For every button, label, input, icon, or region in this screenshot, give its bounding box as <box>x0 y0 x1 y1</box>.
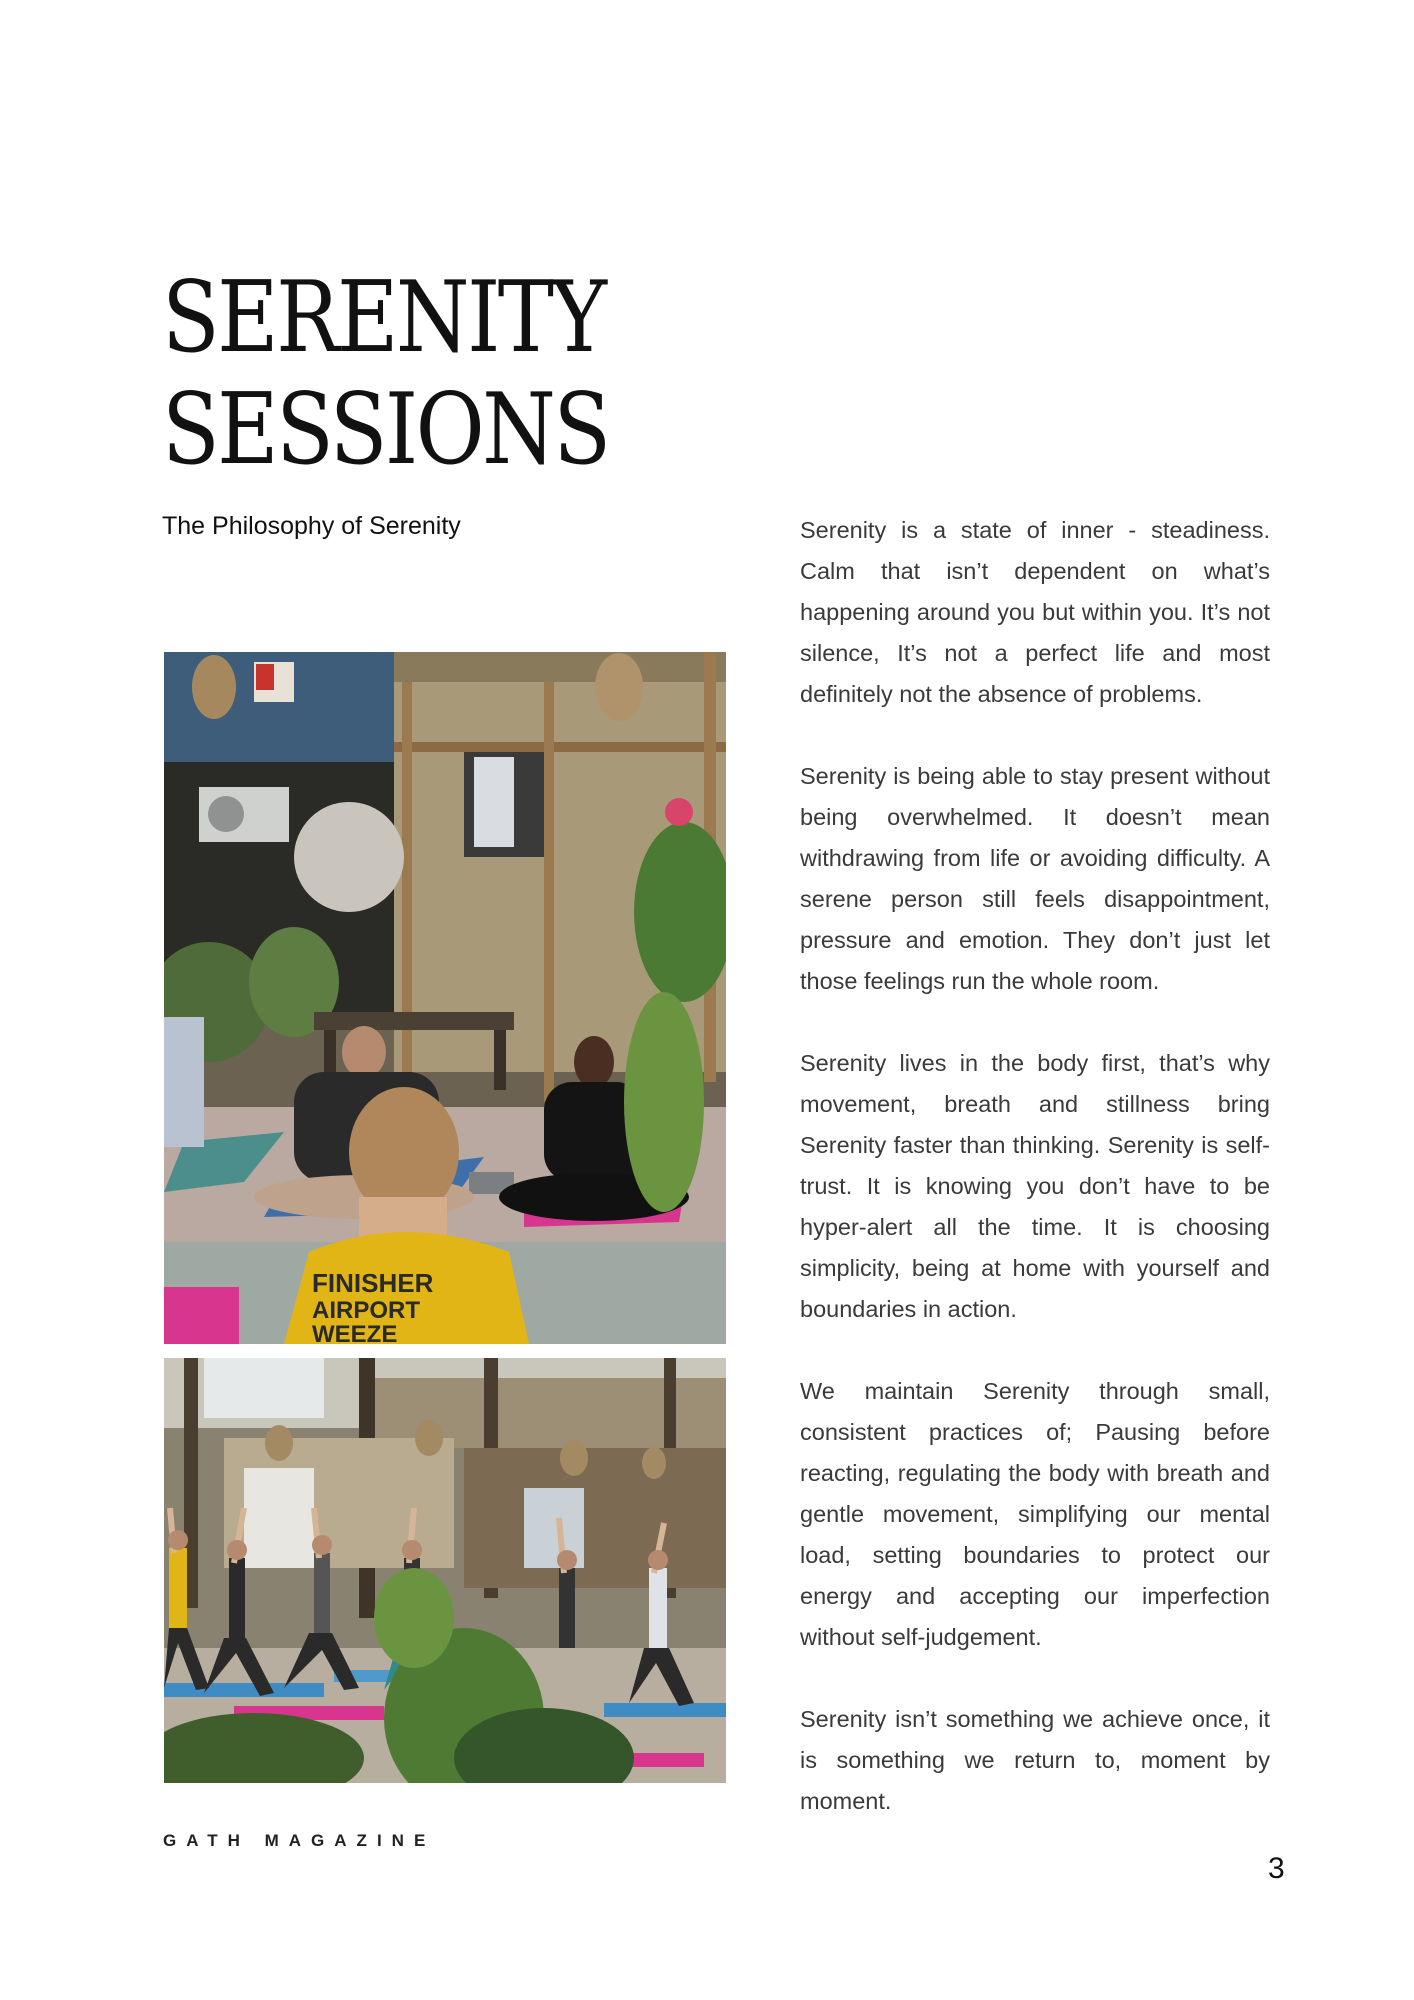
title-line-2: SESSIONS <box>162 373 609 487</box>
body-paragraph-1: Serenity is a state of inner - steadiness. Calm that isn’t dependent on what’s happening around you but within you. It’s not silence, It’s not a perfect life and most definitely not the absence of problems. <box>800 517 1270 707</box>
page-title <box>162 262 608 486</box>
shirt-text-3: WEEZE <box>312 1321 398 1344</box>
article-body <box>800 510 1270 1822</box>
photo-group-yoga-class <box>164 1358 726 1783</box>
body-paragraph-2: Serenity is being able to stay present without being overwhelmed. It doesn’t mean withdrawing from life or avoiding difficulty. A serene person still feels disappointment, pressure and emotion. They don’t just let those feelings run the whole room. <box>800 763 1270 994</box>
magazine-name: GATH MAGAZINE <box>163 1831 436 1850</box>
body-paragraph-5: Serenity isn’t something we achieve once, it is something we return to, moment by moment. <box>800 1706 1270 1814</box>
title-line-1: SERENITY <box>162 261 605 375</box>
photo-yoga-meditation-illustration <box>164 652 726 1344</box>
photo-group-yoga-illustration <box>164 1358 726 1783</box>
body-paragraph-3: Serenity lives in the body first, that’s why movement, breath and stillness bring Serenity faster than thinking. Serenity is self-trust. It is knowing you don’t have to be hyper-alert all the time. It is choosing simplicity, being at home with yourself and boundaries in action. <box>800 1050 1270 1322</box>
page-number: 3 <box>1268 1852 1285 1885</box>
body-paragraph-4: We maintain Serenity through small, consistent practices of; Pausing before reacting, regulating the body with breath and gentle movement, simplifying our mental load, setting boundaries to protect our energy and accepting our imperfection without self-judgement. <box>800 1378 1270 1650</box>
shirt-text-1: FINISHER <box>312 1268 434 1298</box>
article-subtitle: The Philosophy of Serenity <box>162 512 461 540</box>
shirt-text-2: AIRPORT <box>312 1297 420 1324</box>
photo-yoga-meditation <box>164 652 726 1344</box>
